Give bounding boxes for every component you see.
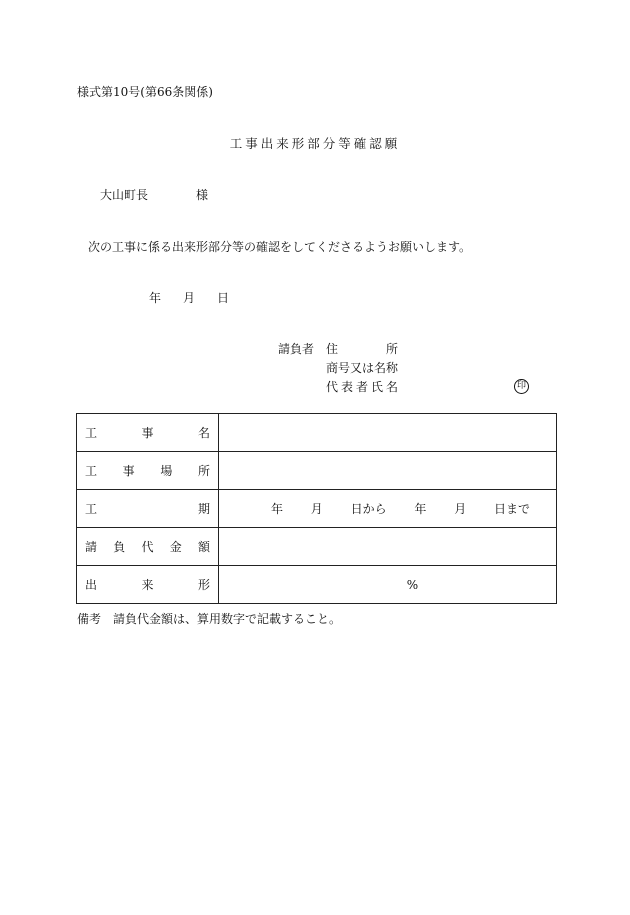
date-line [149, 291, 229, 305]
representative-label-char: 代 [326, 380, 339, 394]
label-char: 所 [197, 464, 210, 478]
remarks [77, 612, 341, 626]
label-char: 金 [169, 540, 182, 554]
remarks-text: 請負代金額は、算用数字で記載すること。 [113, 612, 342, 626]
addressee-name: 大山町長 [100, 188, 149, 202]
table-row [77, 414, 557, 452]
contract-amount-label [77, 528, 219, 566]
construction-period-value[interactable] [219, 490, 557, 528]
seal-mark: 印 [514, 379, 529, 394]
label-char: 額 [197, 540, 210, 554]
table-row [77, 490, 557, 528]
period-month-to: 月 [454, 502, 467, 516]
representative-label-char: 者 [355, 380, 368, 394]
document-title: 工事出来形部分等確認願 [229, 136, 401, 151]
percent-sign: % [406, 577, 419, 592]
contractor-role: 請負者 [278, 342, 315, 356]
representative-label-char: 表 [340, 380, 353, 394]
table-row [77, 566, 557, 604]
form-number: 様式第10号(第66条関係) [77, 85, 213, 99]
representative-label-char: 氏 [370, 380, 383, 394]
period-day-to: 日まで [493, 502, 530, 516]
label-char: 事 [141, 426, 154, 440]
label-char: 出 [85, 578, 98, 592]
date-month: 月 [183, 291, 196, 305]
table-row [77, 452, 557, 490]
date-year: 年 [149, 291, 162, 305]
label-char: 期 [197, 502, 210, 516]
label-char: 事 [122, 464, 135, 478]
label-char: 負 [113, 540, 126, 554]
label-char: 工 [85, 426, 98, 440]
address-label-char: 所 [385, 342, 398, 356]
construction-period-label [77, 490, 219, 528]
label-char: 場 [160, 464, 173, 478]
label-char: 請 [85, 540, 98, 554]
date-day: 日 [217, 291, 230, 305]
construction-name-label [77, 414, 219, 452]
representative-label [326, 380, 398, 399]
table-row [77, 528, 557, 566]
address-label-char: 住 [326, 342, 339, 356]
construction-name-value[interactable] [219, 414, 557, 452]
label-char: 形 [197, 578, 210, 592]
detail-table [76, 413, 557, 604]
remarks-label: 備考 [77, 612, 102, 626]
construction-site-label [77, 452, 219, 490]
label-char: 工 [85, 502, 98, 516]
address-label [326, 342, 398, 361]
request-text: 次の工事に係る出来形部分等の確認をしてくださるようお願いします。 [88, 240, 472, 254]
label-char: 代 [141, 540, 154, 554]
label-char: 名 [197, 426, 210, 440]
label-char: 工 [85, 464, 98, 478]
contractor-block [278, 342, 398, 399]
progress-value[interactable] [219, 566, 557, 604]
period-month-from: 月 [310, 502, 323, 516]
period-year-to: 年 [414, 502, 427, 516]
period-day-from: 日から [350, 502, 387, 516]
label-char: 来 [141, 578, 154, 592]
representative-label-char: 名 [385, 380, 398, 394]
period-year-from: 年 [271, 502, 284, 516]
addressee-honorific: 様 [196, 188, 209, 202]
addressee [100, 188, 208, 202]
construction-site-value[interactable] [219, 452, 557, 490]
contract-amount-value[interactable] [219, 528, 557, 566]
progress-label [77, 566, 219, 604]
company-label: 商号又は名称 [326, 361, 399, 375]
